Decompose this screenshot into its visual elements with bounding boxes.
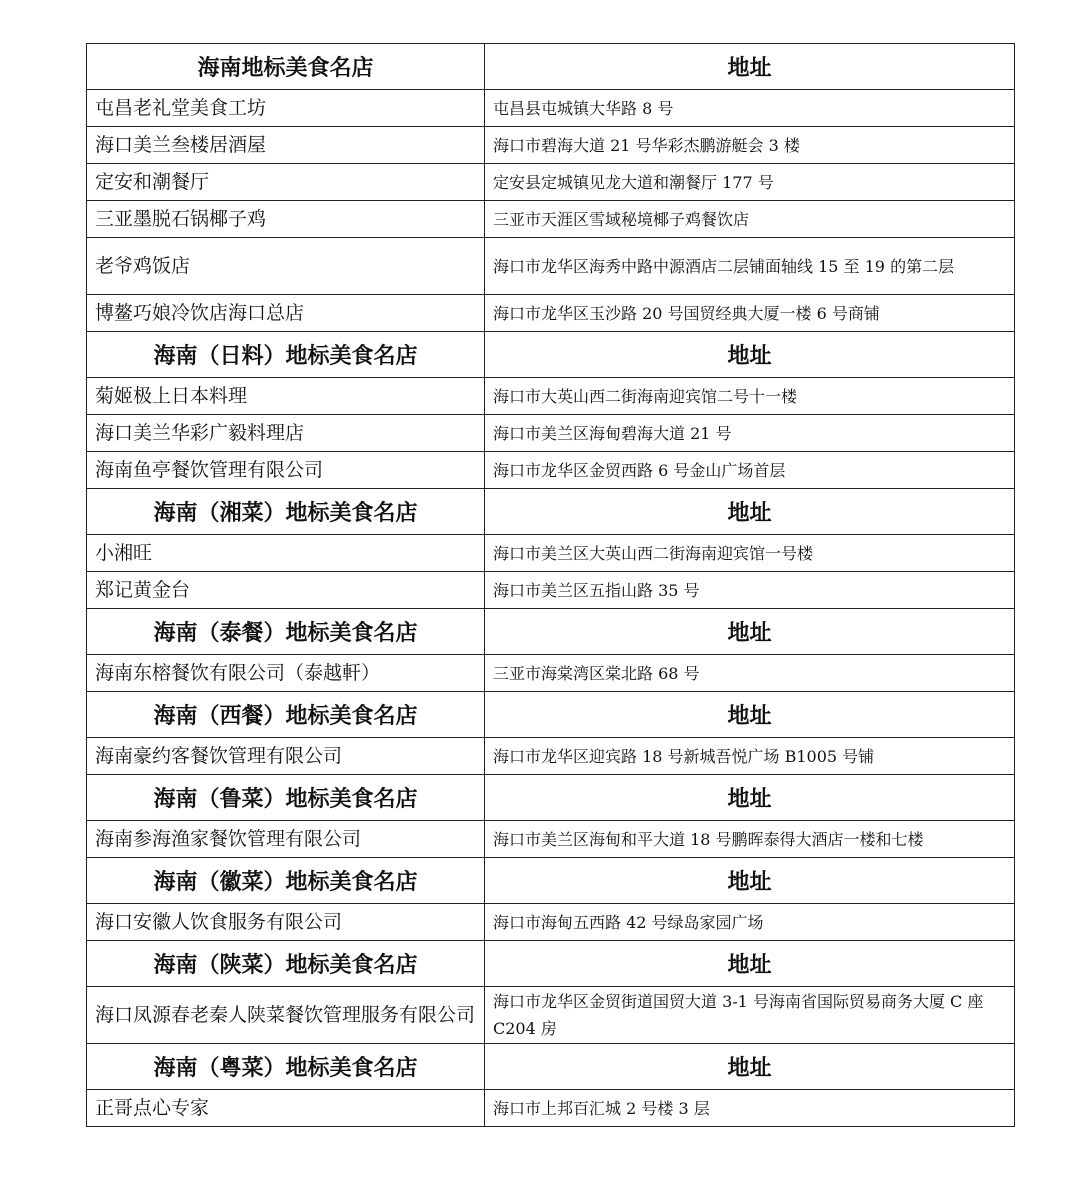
section-header-row <box>87 609 1015 655</box>
restaurant-address: 海口市海甸五西路 42 号绿岛家园广场 <box>485 904 1015 941</box>
restaurant-address: 海口市美兰区海甸碧海大道 21 号 <box>485 415 1015 452</box>
table-row <box>87 452 1015 489</box>
section-header-row <box>87 1044 1015 1090</box>
restaurant-name: 定安和潮餐厅 <box>87 164 485 201</box>
section-title: 海南（日料）地标美食名店 <box>87 332 485 378</box>
address-column-header: 地址 <box>485 1044 1015 1090</box>
table-row <box>87 201 1015 238</box>
table-row <box>87 238 1015 295</box>
restaurant-address: 海口市龙华区金贸街道国贸大道 3-1 号海南省国际贸易商务大厦 C 座 C204 房 <box>485 987 1015 1044</box>
table-row <box>87 295 1015 332</box>
section-header-row <box>87 775 1015 821</box>
restaurant-name: 博鳌巧娘冷饮店海口总店 <box>87 295 485 332</box>
section-header-row <box>87 941 1015 987</box>
address-column-header: 地址 <box>485 489 1015 535</box>
restaurant-name: 小湘旺 <box>87 535 485 572</box>
section-header-row <box>87 44 1015 90</box>
section-title: 海南（泰餐）地标美食名店 <box>87 609 485 655</box>
section-title: 海南（西餐）地标美食名店 <box>87 692 485 738</box>
restaurant-name: 海口安徽人饮食服务有限公司 <box>87 904 485 941</box>
restaurant-address: 屯昌县屯城镇大华路 8 号 <box>485 90 1015 127</box>
restaurant-address: 海口市美兰区海甸和平大道 18 号鹏晖泰得大酒店一楼和七楼 <box>485 821 1015 858</box>
section-title: 海南（徽菜）地标美食名店 <box>87 858 485 904</box>
section-header-row <box>87 692 1015 738</box>
restaurant-address: 三亚市天涯区雪域秘境椰子鸡餐饮店 <box>485 201 1015 238</box>
table-row <box>87 535 1015 572</box>
restaurant-name: 正哥点心专家 <box>87 1090 485 1127</box>
section-title: 海南地标美食名店 <box>87 44 485 90</box>
table-row <box>87 904 1015 941</box>
address-column-header: 地址 <box>485 332 1015 378</box>
restaurant-address: 海口市大英山西二街海南迎宾馆二号十一楼 <box>485 378 1015 415</box>
section-header-row <box>87 858 1015 904</box>
restaurant-table <box>86 43 1015 1127</box>
restaurant-name: 老爷鸡饭店 <box>87 238 485 295</box>
table-row <box>87 655 1015 692</box>
restaurant-address: 海口市龙华区海秀中路中源酒店二层铺面轴线 15 至 19 的第二层 <box>485 238 1015 295</box>
restaurant-name: 屯昌老礼堂美食工坊 <box>87 90 485 127</box>
table-row <box>87 415 1015 452</box>
table-row <box>87 821 1015 858</box>
restaurant-name: 三亚墨脱石锅椰子鸡 <box>87 201 485 238</box>
restaurant-address: 海口市上邦百汇城 2 号楼 3 层 <box>485 1090 1015 1127</box>
restaurant-name: 海南鱼亭餐饮管理有限公司 <box>87 452 485 489</box>
restaurant-name: 海南豪约客餐饮管理有限公司 <box>87 738 485 775</box>
table-row <box>87 164 1015 201</box>
restaurant-address: 海口市碧海大道 21 号华彩杰鹏游艇会 3 楼 <box>485 127 1015 164</box>
table-row <box>87 572 1015 609</box>
table-row <box>87 127 1015 164</box>
restaurant-address: 三亚市海棠湾区棠北路 68 号 <box>485 655 1015 692</box>
address-column-header: 地址 <box>485 775 1015 821</box>
table-row <box>87 378 1015 415</box>
restaurant-name: 海口凤源春老秦人陕菜餐饮管理服务有限公司 <box>87 987 485 1044</box>
section-header-row <box>87 489 1015 535</box>
restaurant-name: 海口美兰华彩广毅料理店 <box>87 415 485 452</box>
restaurant-name: 海口美兰叁楼居酒屋 <box>87 127 485 164</box>
table-row <box>87 1090 1015 1127</box>
section-header-row <box>87 332 1015 378</box>
restaurant-name: 菊姬极上日本料理 <box>87 378 485 415</box>
restaurant-address: 定安县定城镇见龙大道和潮餐厅 177 号 <box>485 164 1015 201</box>
address-column-header: 地址 <box>485 941 1015 987</box>
address-column-header: 地址 <box>485 858 1015 904</box>
section-title: 海南（湘菜）地标美食名店 <box>87 489 485 535</box>
table-row <box>87 90 1015 127</box>
address-column-header: 地址 <box>485 692 1015 738</box>
restaurant-address: 海口市美兰区五指山路 35 号 <box>485 572 1015 609</box>
section-title: 海南（陕菜）地标美食名店 <box>87 941 485 987</box>
restaurant-name: 海南参海渔家餐饮管理有限公司 <box>87 821 485 858</box>
address-column-header: 地址 <box>485 609 1015 655</box>
restaurant-name: 海南东榕餐饮有限公司（泰越軒） <box>87 655 485 692</box>
section-title: 海南（鲁菜）地标美食名店 <box>87 775 485 821</box>
restaurant-name: 郑记黄金台 <box>87 572 485 609</box>
table-row <box>87 987 1015 1044</box>
restaurant-address: 海口市龙华区玉沙路 20 号国贸经典大厦一楼 6 号商铺 <box>485 295 1015 332</box>
restaurant-address: 海口市龙华区迎宾路 18 号新城吾悦广场 B1005 号铺 <box>485 738 1015 775</box>
address-column-header: 地址 <box>485 44 1015 90</box>
section-title: 海南（粤菜）地标美食名店 <box>87 1044 485 1090</box>
restaurant-address: 海口市龙华区金贸西路 6 号金山广场首层 <box>485 452 1015 489</box>
restaurant-address: 海口市美兰区大英山西二街海南迎宾馆一号楼 <box>485 535 1015 572</box>
table-row <box>87 738 1015 775</box>
